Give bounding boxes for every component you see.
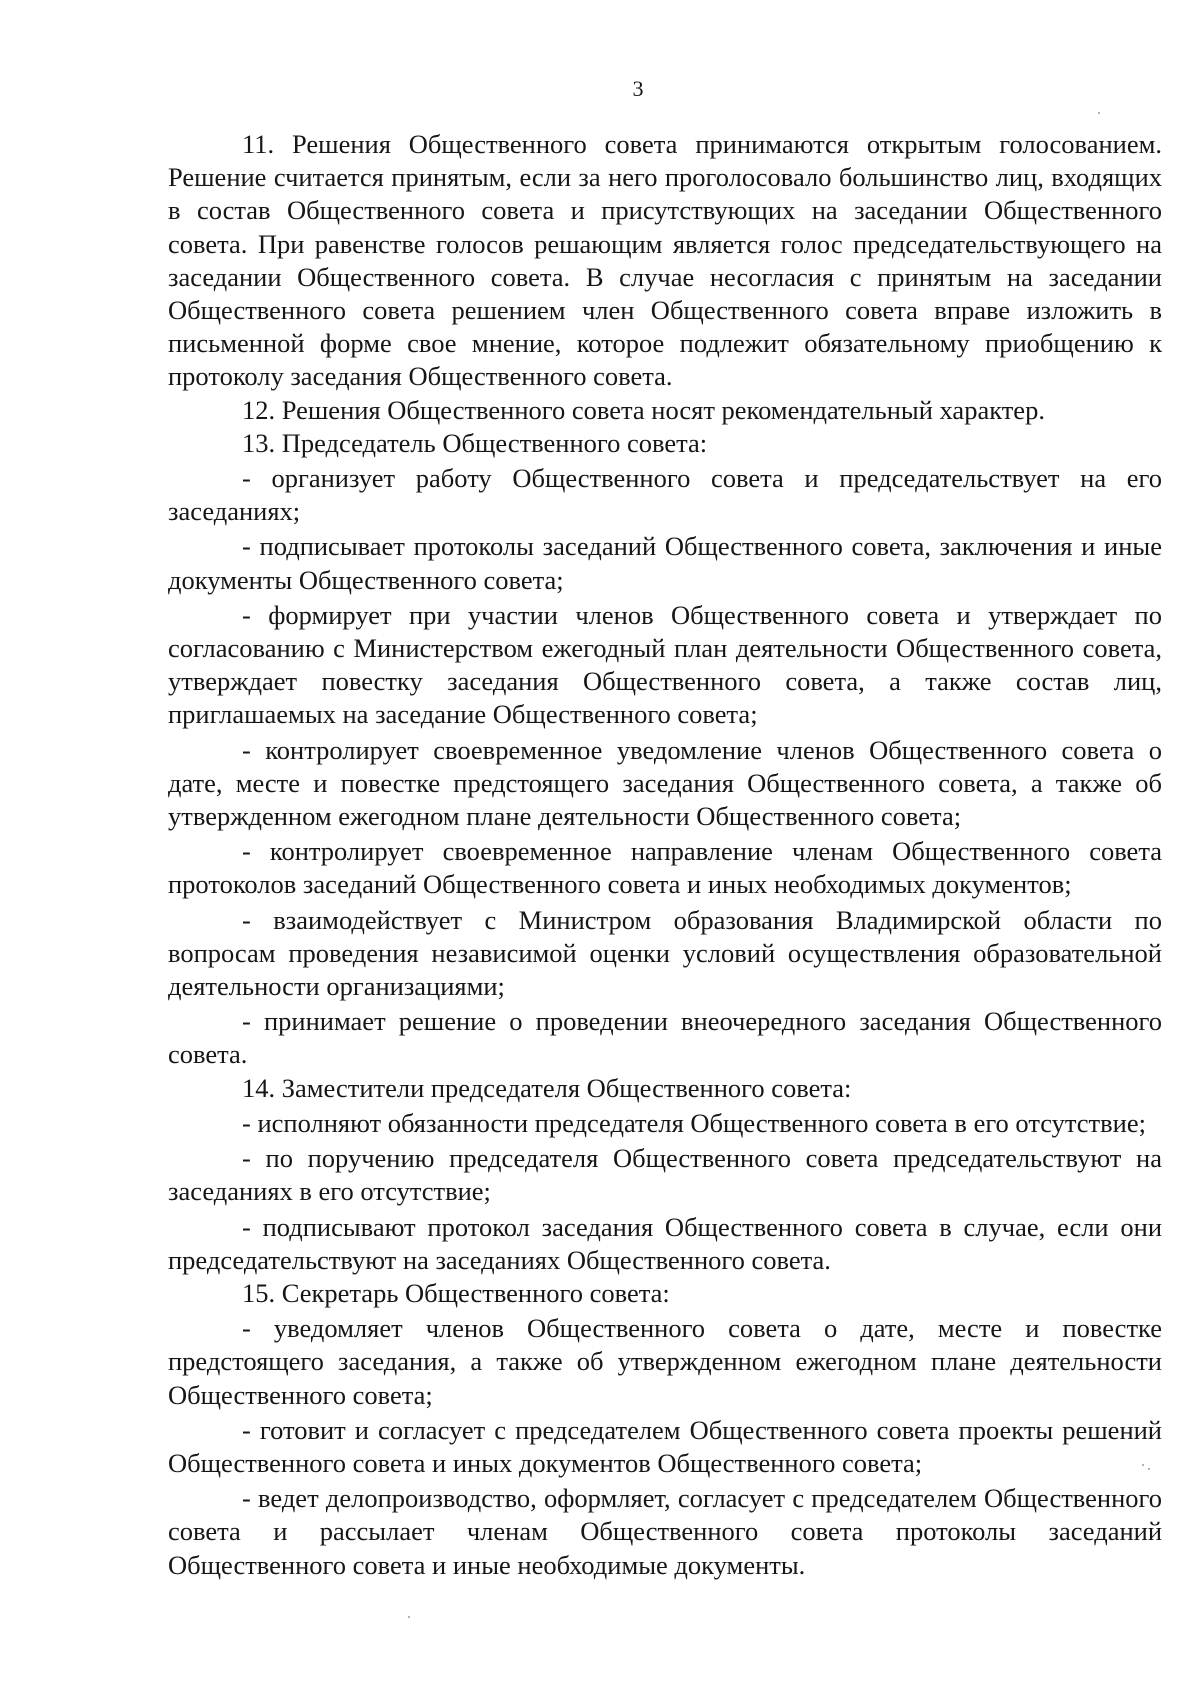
page-number: 3 (632, 76, 644, 101)
chairman-duty-item: - взаимодействует с Министром образования Владимирской области по вопросам проведения независимой оценки условий осуществления образовательной деятельности организациями; (168, 904, 1162, 1002)
chairman-duty-item: - формирует при участии членов Общественного совета и утверждает по согласованию с Министерством ежегодный план деятельности Общественного совета, утверждает повестку заседания Общественного совета, а также состав лиц, приглашаемых на заседание Общественного совета; (168, 599, 1162, 730)
chairman-duty-item: - подписывает протоколы заседаний Общественного совета, заключения и иные документы Общественного совета; (168, 531, 1162, 595)
paragraph-12: 12. Решения Общественного совета носят рекомендательный характер. (242, 394, 1045, 425)
chairman-duty-item: - контролирует своевременное направление членам Общественного совета протоколов заседаний Общественного совета и иных необходимых документов; (168, 836, 1162, 900)
chairman-duty-item: - контролирует своевременное уведомление членов Общественного совета о дате, месте и повестке предстоящего заседания Общественного совета, а также об утвержденном ежегодном плане деятельности Общественного совета; (168, 734, 1162, 832)
paragraph-11: 11. Решения Общественного совета принимаются открытым голосованием. Решение считается принятым, если за него проголосовало большинство лиц, входящих в состав Общественного совета и присутствующих на заседании Общественного совета. При равенстве голосов решающим является голос председательствующего на заседании Общественного совета. В случае несогласия с принятым на заседании Общественного совета решением член Общественного совета вправе изложить в письменной форме свое мнение, которое подлежит обязательному приобщению к протоколу заседания Общественного совета. (168, 129, 1162, 392)
paragraph-14-heading: 14. Заместители председателя Общественного совета: (242, 1072, 852, 1103)
paragraph-13-heading: 13. Председатель Общественного совета: (242, 427, 708, 458)
deputy-duty-item: - подписывают протокол заседания Общественного совета в случае, если они председательствуют на заседаниях Общественного совета. (168, 1211, 1162, 1275)
secretary-duty-item: - готовит и согласует с председателем Общественного совета проекты решений Общественного совета и иных документов Общественного совета; (168, 1414, 1162, 1478)
paragraph-15-heading: 15. Секретарь Общественного совета: (242, 1277, 670, 1308)
chairman-duty-item: - принимает решение о проведении внеочередного заседания Общественного совета. (168, 1006, 1162, 1070)
document-body (168, 128, 1162, 1582)
scan-speck (1142, 1464, 1144, 1466)
deputy-duty-item: - по поручению председателя Общественного совета председательствуют на заседаниях в его отсутствие; (168, 1143, 1162, 1207)
scan-speck (1098, 112, 1100, 114)
chairman-duty-item: - организует работу Общественного совета и председательствует на его заседаниях; (168, 463, 1162, 527)
secretary-duty-item: - ведет делопроизводство, оформляет, согласует с председателем Общественного совета и рассылает членам Общественного совета протоколы заседаний Общественного совета и иные необходимые документы. (168, 1483, 1162, 1580)
deputy-duty-item: - исполняют обязанности председателя Общественного совета в его отсутствие; (242, 1107, 1146, 1138)
scan-speck (1148, 1468, 1150, 1470)
scan-speck (408, 1616, 410, 1618)
secretary-duty-item: - уведомляет членов Общественного совета о дате, месте и повестке предстоящего заседания, а также об утвержденном ежегодном плане деятельности Общественного совета; (168, 1313, 1162, 1410)
